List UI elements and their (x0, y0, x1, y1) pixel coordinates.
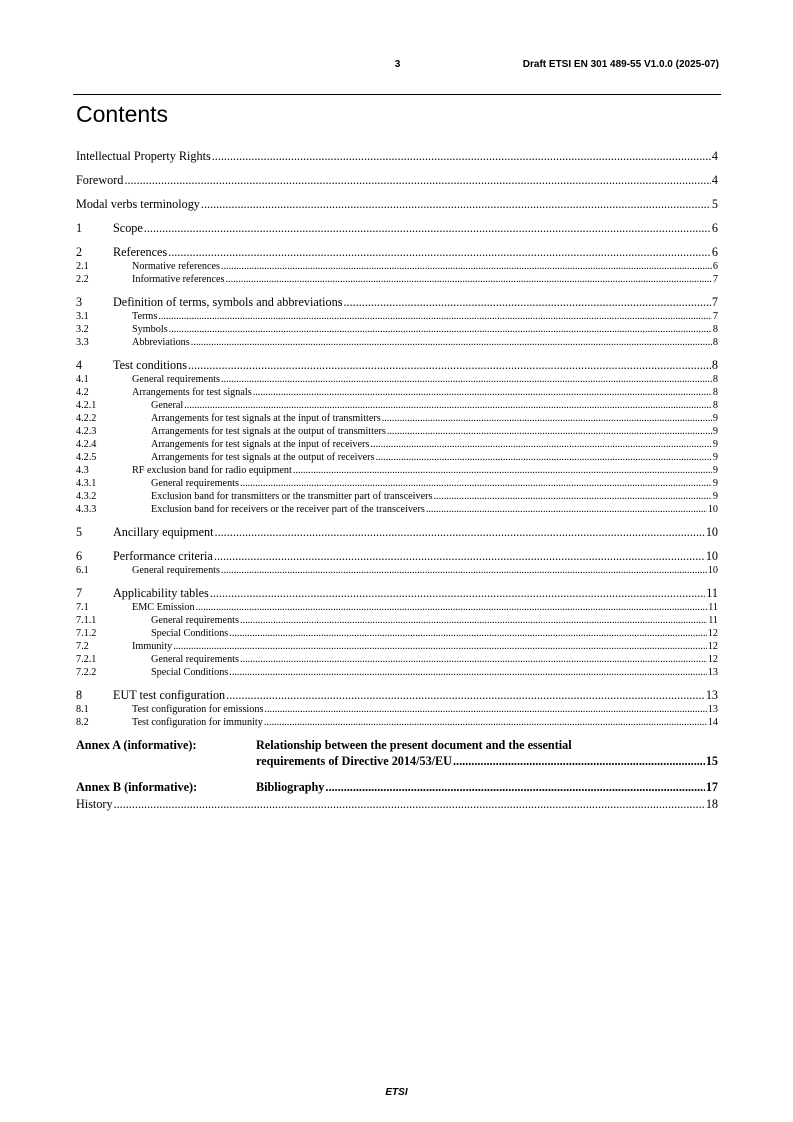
header-rule (73, 94, 721, 95)
toc-entry-8-1[interactable]: 8.1 Test configuration for emissions ..... 13 (76, 703, 718, 716)
toc-entry-4-1[interactable]: 4.1 General requirements ..... 8 (76, 373, 718, 386)
toc-entry-1[interactable]: 1 Scope ..... 6 (76, 220, 718, 236)
toc-entry-modal-verbs[interactable]: Modal verbs terminology ..... 5 (76, 196, 718, 212)
toc-entry-7-2[interactable]: 7.2 Immunity ..... 12 (76, 640, 718, 653)
toc-entry-4-2-2[interactable]: 4.2.2 Arrangements for test signals at the input of transmitters ..... 9 (76, 412, 718, 425)
toc-entry-4[interactable]: 4 Test conditions ..... 8 (76, 357, 718, 373)
page-header (76, 57, 719, 73)
toc-entry-8[interactable]: 8 EUT test configuration ..... 13 (76, 687, 718, 703)
toc-entry-7-1-1[interactable]: 7.1.1 General requirements ..... 11 (76, 614, 718, 627)
toc-entry-8-2[interactable]: 8.2 Test configuration for immunity ..... 14 (76, 716, 718, 729)
page-title: Contents (76, 101, 169, 127)
toc-entry-foreword[interactable]: Foreword ..... 4 (76, 172, 718, 188)
annex-b-title: Bibliography (256, 780, 325, 794)
annex-b-label: Annex B (informative): (76, 780, 198, 794)
toc-entry-6[interactable]: 6 Performance criteria ..... 10 (76, 548, 718, 564)
toc-entry-7-1-2[interactable]: 7.1.2 Special Conditions ..... 12 (76, 627, 718, 640)
toc-entry-3-2[interactable]: 3.2 Symbols ..... 8 (76, 323, 718, 336)
toc-entry-3[interactable]: 3 Definition of terms, symbols and abbreviations ..... 7 (76, 294, 718, 310)
toc-entry-5[interactable]: 5 Ancillary equipment ..... 10 (76, 524, 718, 540)
toc-entry-7-2-1[interactable]: 7.2.1 General requirements ..... 12 (76, 653, 718, 666)
annex-a-label: Annex A (informative): (76, 738, 197, 752)
toc-entry-history[interactable]: History ..... 18 (76, 796, 718, 812)
toc-entry-7[interactable]: 7 Applicability tables ..... 11 (76, 585, 718, 601)
toc-entry-4-2-1[interactable]: 4.2.1 General ..... 8 (76, 399, 718, 412)
toc-entry-7-1[interactable]: 7.1 EMC Emission ..... 11 (76, 601, 718, 614)
annex-a-page: 15 (705, 754, 718, 768)
document-id: Draft ETSI EN 301 489-55 V1.0.0 (2025-07) (522, 59, 719, 70)
toc-entry-annex-b[interactable] (76, 780, 718, 796)
toc-entry-4-3-2[interactable]: 4.3.2 Exclusion band for transmitters or the transmitter part of transceivers ..... 9 (76, 490, 718, 503)
toc-entry-3-1[interactable]: 3.1 Terms ..... 7 (76, 310, 718, 323)
toc-entry-2[interactable]: 2 References ..... 6 (76, 244, 718, 260)
page-footer: ETSI (385, 1087, 408, 1098)
toc-entry-4-2-4[interactable]: 4.2.4 Arrangements for test signals at the input of receivers ..... 9 (76, 438, 718, 451)
toc-entry-4-2-3[interactable]: 4.2.3 Arrangements for test signals at the output of transmitters ..... 9 (76, 425, 718, 438)
toc-entry-4-3[interactable]: 4.3 RF exclusion band for radio equipment ..... 9 (76, 464, 718, 477)
toc-entry-4-2[interactable]: 4.2 Arrangements for test signals ..... 8 (76, 386, 718, 399)
toc-entry-annex-a[interactable] (76, 738, 718, 771)
toc-entry-6-1[interactable]: 6.1 General requirements ..... 10 (76, 564, 718, 577)
toc-entry-3-3[interactable]: 3.3 Abbreviations ..... 8 (76, 336, 718, 349)
toc-entry-7-2-2[interactable]: 7.2.2 Special Conditions ..... 13 (76, 666, 718, 679)
toc-entry-4-3-3[interactable]: 4.3.3 Exclusion band for receivers or the receiver part of the transceivers ..... 10 (76, 503, 718, 516)
toc-entry-4-3-1[interactable]: 4.3.1 General requirements ..... 9 (76, 477, 718, 490)
annex-b-page: 17 (705, 780, 718, 794)
toc-entry-2-1[interactable]: 2.1 Normative references ..... 6 (76, 260, 718, 273)
table-of-contents (76, 148, 718, 812)
page-number: 3 (394, 59, 401, 70)
annex-a-title-line2: requirements of Directive 2014/53/EU (256, 754, 452, 768)
toc-entry-2-2[interactable]: 2.2 Informative references ..... 7 (76, 273, 718, 286)
toc-entry-ipr[interactable]: Intellectual Property Rights ..... 4 (76, 148, 718, 164)
toc-entry-4-2-5[interactable]: 4.2.5 Arrangements for test signals at the output of receivers ..... 9 (76, 451, 718, 464)
annex-a-title-line1: Relationship between the present document and the essential (256, 738, 572, 752)
